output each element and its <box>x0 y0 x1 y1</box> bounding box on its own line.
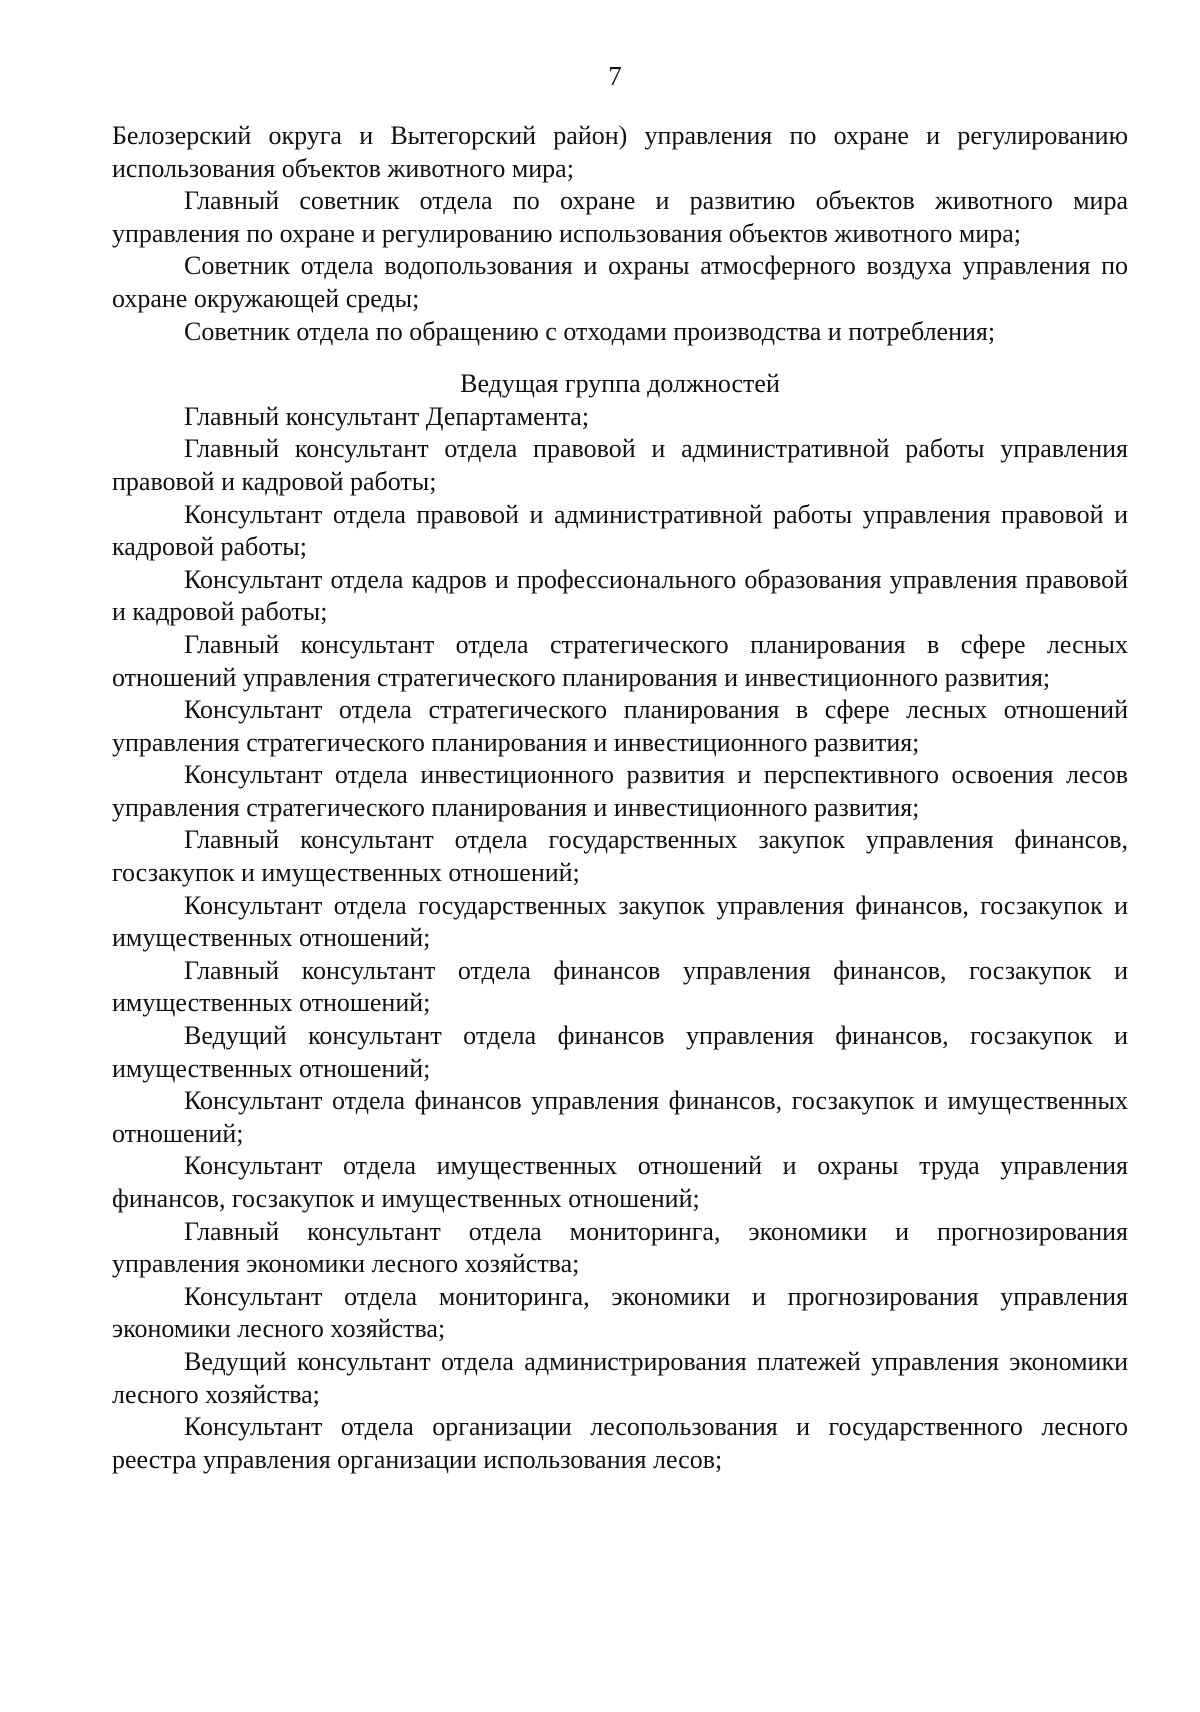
paragraph: Консультант отдела кадров и профессионального образования управления правовой и кадровой работы; <box>112 564 1128 627</box>
document-body <box>112 120 1128 1476</box>
paragraph: Консультант отдела финансов управления финансов, госзакупок и имущественных отношений; <box>112 1086 1128 1148</box>
paragraph: Главный консультант Департамента; <box>184 401 590 431</box>
section-heading: Ведущая группа должностей <box>460 369 780 399</box>
paragraph: Главный консультант отдела мониторинга, экономики и прогнозирования управления экономики лесного хозяйства; <box>112 1216 1128 1279</box>
paragraph: Консультант отдела мониторинга, экономики и прогнозирования управления экономики лесного хозяйства; <box>112 1281 1128 1344</box>
paragraph: Советник отдела по обращению с отходами производства и потребления; <box>184 316 996 346</box>
paragraph: Главный советник отдела по охране и развитию объектов животного мира управления по охране и регулированию использования объектов животного мира; <box>112 186 1128 248</box>
paragraph: Консультант отдела организации лесопользования и государственного лесного реестра управления организации использования лесов; <box>112 1412 1128 1474</box>
paragraph: Консультант отдела инвестиционного развития и перспективного освоения лесов управления стратегического планирования и инвестиционного развития; <box>112 760 1128 822</box>
paragraph: Ведущий консультант отдела финансов управления финансов, госзакупок и имущественных отношений; <box>112 1021 1128 1083</box>
paragraph: Главный консультант отдела стратегического планирования в сфере лесных отношений управления стратегического планирования и инвестиционного развития; <box>112 629 1128 692</box>
paragraph: Консультант отдела государственных закупок управления финансов, госзакупок и имущественных отношений; <box>112 890 1128 953</box>
paragraph: Главный консультант отдела правовой и административной работы управления правовой и кадровой работы; <box>112 434 1128 496</box>
paragraph: Советник отдела водопользования и охраны атмосферного воздуха управления по охране окружающей среды; <box>112 251 1128 313</box>
paragraph: Главный консультант отдела финансов управления финансов, госзакупок и имущественных отношений; <box>112 955 1128 1018</box>
paragraph: Главный консультант отдела государственных закупок управления финансов, госзакупок и имущественных отношений; <box>112 825 1128 888</box>
paragraph: Белозерский округа и Вытегорский район) управления по охране и регулированию использования объектов животного мира; <box>112 121 1128 183</box>
paragraph: Ведущий консультант отдела администрирования платежей управления экономики лесного хозяйства; <box>112 1346 1128 1409</box>
paragraph: Консультант отдела стратегического планирования в сфере лесных отношений управления стратегического планирования и инвестиционного развития; <box>112 695 1128 757</box>
paragraph: Консультант отдела правовой и административной работы управления правовой и кадровой работы; <box>112 499 1128 562</box>
page-number: 7 <box>608 61 622 91</box>
paragraph: Консультант отдела имущественных отношений и охраны труда управления финансов, госзакупок и имущественных отношений; <box>112 1151 1128 1213</box>
